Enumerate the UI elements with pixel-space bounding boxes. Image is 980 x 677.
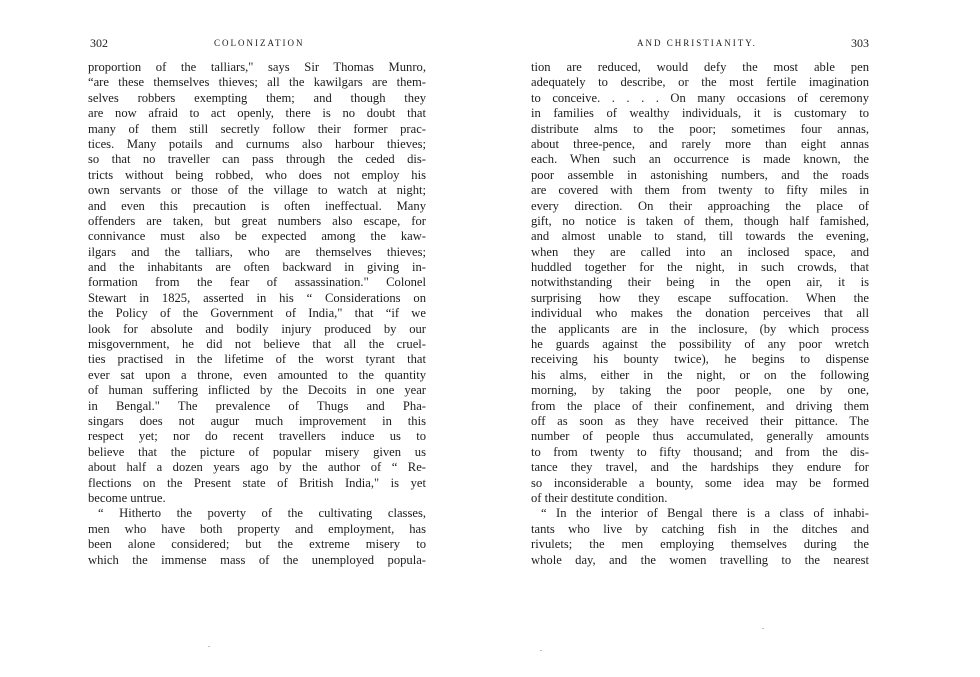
text-line: when they are called into an inclosed space, and xyxy=(531,244,869,259)
text-line: in Bengal." The prevalence of Thugs and Pha- xyxy=(88,398,426,413)
text-line: rivulets; the men employing themselves during the xyxy=(531,537,869,552)
text-line: are covered with them from twenty to fifty miles in xyxy=(531,183,869,198)
text-line: believe that the picture of popular misery given us xyxy=(88,444,426,459)
text-line: off as soon as they have received their pittance. The xyxy=(531,413,869,428)
text-line: and the inhabitants are often backward in giving in- xyxy=(88,260,426,275)
text-line: “are these themselves thieves; all the kawilgars are them- xyxy=(88,75,426,90)
text-line: tion are reduced, would defy the most able pen xyxy=(531,60,869,74)
left-page-number: 302 xyxy=(90,36,108,50)
text-line: and even this precaution is often ineffectual. Many xyxy=(88,198,426,213)
text-line: become untrue. xyxy=(88,490,166,505)
text-line: which the immense mass of the unemployed popula- xyxy=(88,552,426,567)
paper-speck xyxy=(208,646,210,647)
text-line: receiving his bounty twice), he begins to dispense xyxy=(531,352,869,367)
text-line: individual who makes the donation perceives that all xyxy=(531,306,869,321)
text-line: been alone considered; but the extreme misery to xyxy=(88,537,426,552)
text-line: tricts without being robbed, who does not employ his xyxy=(88,167,426,182)
text-line: misgovernment, he did not believe that all the cruel- xyxy=(88,337,426,352)
text-line: every direction. On their approaching the place of xyxy=(531,198,869,213)
text-line: look for absolute and bodily injury produced by our xyxy=(88,321,426,336)
text-line: notwithstanding their being in the open air, it is xyxy=(531,275,869,290)
text-line: huddled together for the night, in such crowds, that xyxy=(531,260,869,275)
text-line: whole day, and the women travelling to the nearest xyxy=(531,552,869,567)
text-line: he guards against the possibility of any poor wretch xyxy=(531,337,869,352)
text-line: distribute alms to the poor; sometimes four annas, xyxy=(531,121,869,136)
text-line: so inconsiderable a bounty, some idea may be formed xyxy=(531,475,869,490)
text-line: from the place of their confinement, and driving them xyxy=(531,398,869,413)
text-line: formation from the fear of assassination." Colonel xyxy=(88,275,426,290)
paper-speck xyxy=(540,650,542,651)
text-line: respect yet; nor do recent travellers induce us to xyxy=(88,429,426,444)
text-line: tices. Many potails and curnums also harbour thieves; xyxy=(88,136,426,151)
text-line: morning, by taking the poor people, one by one, xyxy=(531,383,869,398)
text-line: Stewart in 1825, asserted in his “ Considerations on xyxy=(88,290,426,305)
text-line: own servants or those of the village to watch at night; xyxy=(88,183,426,198)
text-line: so that no traveller can pass through the ceded dis- xyxy=(88,152,426,167)
text-line: selves robbers exempting them; and though they xyxy=(88,90,426,105)
text-line: ilgars and the talliars, who are themselves thieves; xyxy=(88,244,426,259)
text-line: each. When such an occurrence is made known, the xyxy=(531,152,869,167)
left-body-text xyxy=(88,60,426,568)
text-line: gift, no notice is taken of them, though half famished, xyxy=(531,213,869,228)
text-line: singars does not augur much improvement in this xyxy=(88,413,426,428)
text-line: about half a dozen years ago by the author of “ Re- xyxy=(88,460,426,475)
text-line: “ In the interior of Bengal there is a class of inhabi- xyxy=(541,506,869,521)
text-line: adequately to describe, or the most fertile imagination xyxy=(531,75,869,90)
text-line: tants who live by catching fish in the ditches and xyxy=(531,521,869,536)
text-line: his alms, either in the night, or on the following xyxy=(531,367,869,382)
text-line: proportion of the talliars," says Sir Thomas Munro, xyxy=(88,60,426,74)
text-line: poor assemble in astonishing numbers, and the roads xyxy=(531,167,869,182)
text-line: of human suffering inflicted by the Decoits in one year xyxy=(88,383,426,398)
right-running-title: AND CHRISTIANITY. xyxy=(637,38,757,48)
text-line: offenders are taken, but great numbers also escape, for xyxy=(88,213,426,228)
paper-speck xyxy=(762,628,764,629)
right-running-head xyxy=(531,36,869,50)
text-line: about three-pence, and rarely more than eight annas xyxy=(531,136,869,151)
text-line: the Policy of the Government of India," that “if we xyxy=(88,306,426,321)
left-running-title: COLONIZATION xyxy=(214,38,305,48)
text-line: “ Hitherto the poverty of the cultivating classes, xyxy=(98,506,426,521)
text-line: and almost unable to stand, till towards the evening, xyxy=(531,229,869,244)
text-line: flections on the Present state of British India," is yet xyxy=(88,475,426,490)
text-line: to conceive. . . . . On many occasions of ceremony xyxy=(531,90,869,105)
right-body-text xyxy=(531,60,869,568)
text-line: ties practised in the lifetime of the worst tyrant that xyxy=(88,352,426,367)
text-line: number of people thus accumulated, generally amounts xyxy=(531,429,869,444)
text-line: are now afraid to act openly, there is no doubt that xyxy=(88,106,426,121)
text-line: in families of wealthy individuals, it is customary to xyxy=(531,106,869,121)
text-line: to from twenty to fifty thousand; and from the dis- xyxy=(531,444,869,459)
left-running-head xyxy=(88,36,426,50)
text-line: of their destitute condition. xyxy=(531,490,668,505)
text-line: the applicants are in the inclosure, (by which process xyxy=(531,321,869,336)
text-line: surprising how they escape suffocation. When the xyxy=(531,290,869,305)
text-line: tance they travel, and the hardships they endure for xyxy=(531,460,869,475)
text-line: many of them still secretly follow their former prac- xyxy=(88,121,426,136)
text-line: ever sat upon a throne, even amounted to the quantity xyxy=(88,367,426,382)
text-line: connivance must also be expected among the kaw- xyxy=(88,229,426,244)
text-line: men who have both property and employment, has xyxy=(88,521,426,536)
right-page-number: 303 xyxy=(851,36,869,50)
